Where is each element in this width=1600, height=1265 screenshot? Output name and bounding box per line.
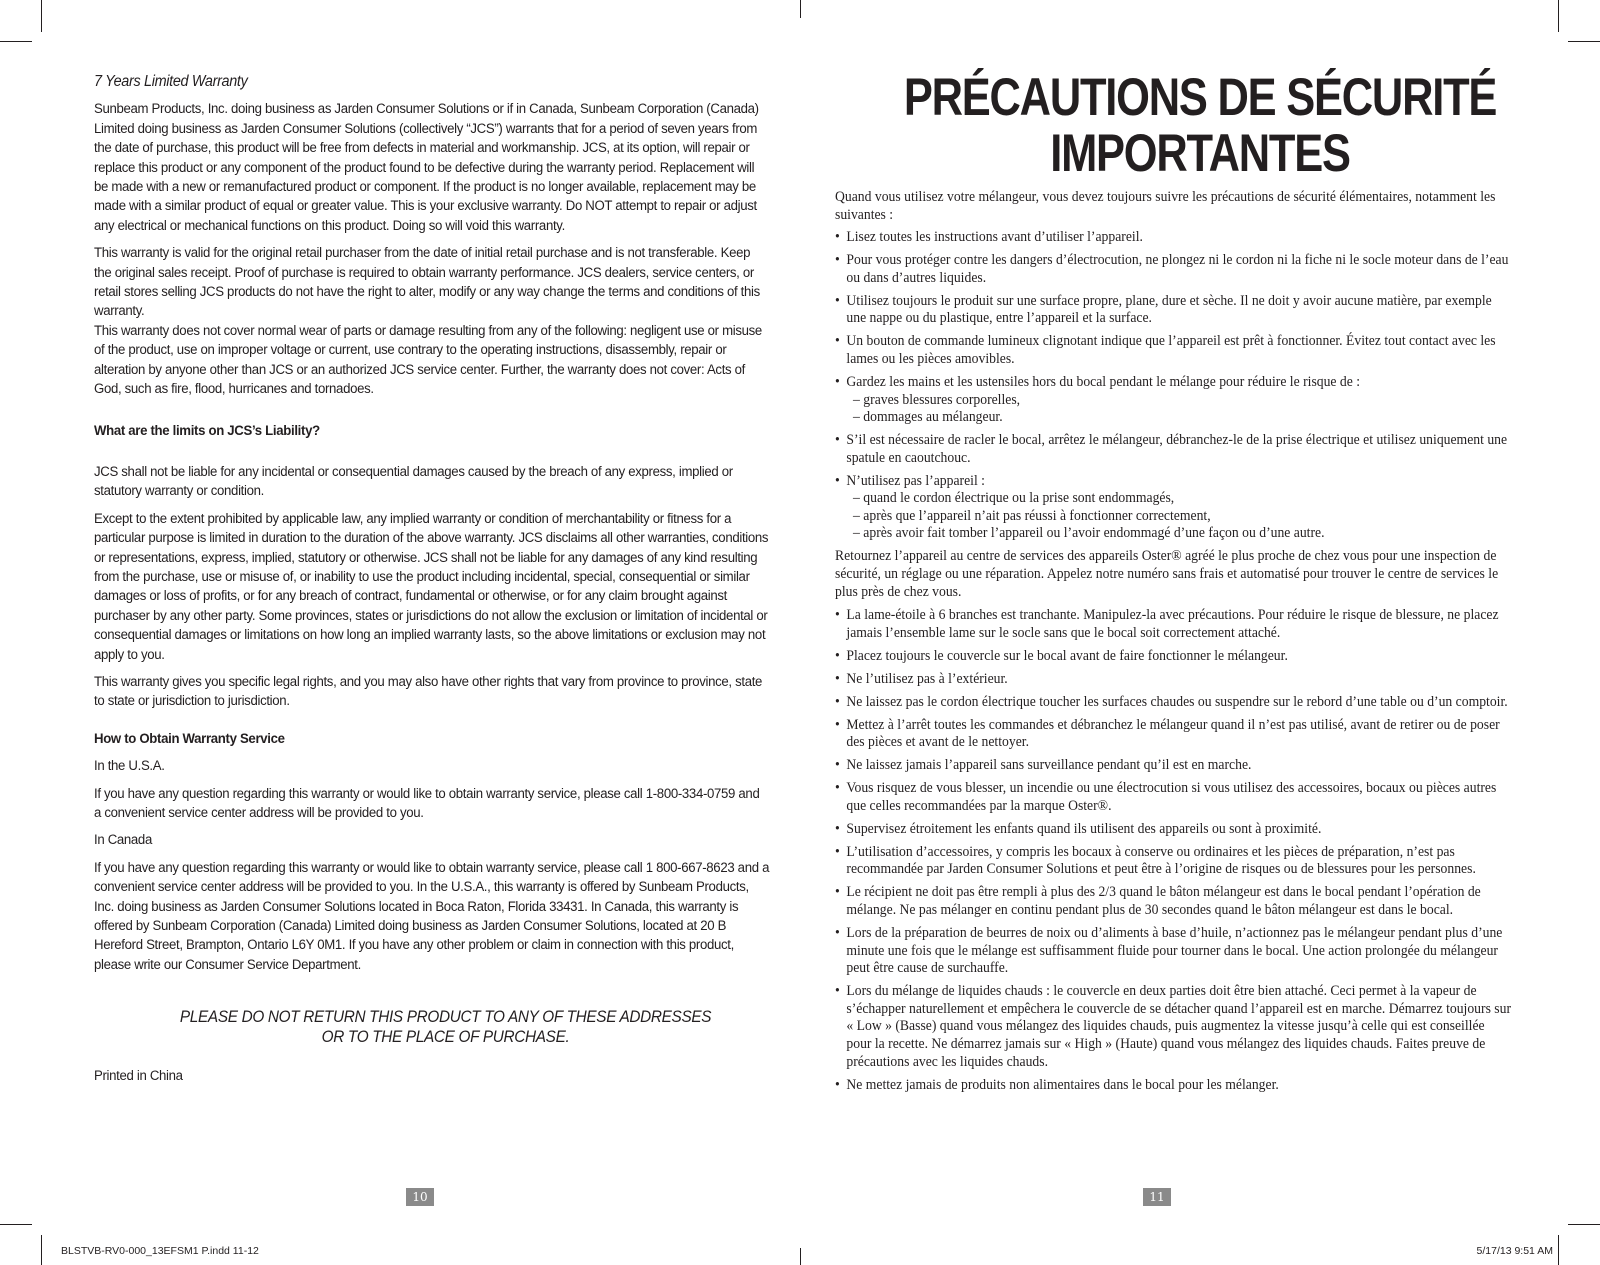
safety-item-hands [835, 374, 1511, 427]
canada-service-text: If you have any question regarding this warranty or would like to obtain warranty service, please call 1 800-667-8623 and a convenient service center address will be provided to you. In the U.S.A., this warranty is offered by Sunbeam Products, Inc. doing business as Jarden Consumer Solutions located in Boca Raton, Florida 33431. In Canada, this warranty is offered by Sunbeam Corporation (Canada) Limited doing business as Jarden Consumer Solutions, located at 20 B Hereford Street, Brampton, Ontario L6Y 0M1. If you have any other problem or claim in connection with this product, please write our Consumer Service Department. [94, 859, 770, 973]
return-notice [94, 1007, 769, 1047]
safety-item: • S’il est nécessaire de racler le bocal, arrêtez le mélangeur, débranchez-le de la prise électrique et utilisez uniquement une spatule en caoutchouc. [835, 432, 1511, 467]
safety-item-text: N’utilisez pas l’appareil : [846, 472, 985, 489]
safety-subitem: – après que l’appareil n’ait pas réussi à fonctionner correctement, [853, 507, 1211, 524]
safety-item: • Lors du mélange de liquides chauds : le couvercle en deux parties doit être bien attaché. Ceci permet à la vapeur de s’échapper naturellement et empêchera le couvercle de se détacher quand l’appareil est en marche. Démarrez toujours sur « Low » (Basse) quand vous mélangez des liquides chauds, puis augmentez la vitesse jusqu’à celle qui est conseillée pour la recette. Ne démarrez jamais sur « High » (Haute) quand vous mélangez des liquides chauds. Faites preuve de précautions avec les liquides chauds. [835, 983, 1511, 1071]
implied-warranty-paragraph: Except to the extent prohibited by applicable law, any implied warranty or condition of merchantability or fitness for a particular purpose is limited in duration to the duration of the above warranty. JCS disclaims all other warranties, conditions or representations, express, implied, statutory or otherwise. JCS shall not be liable for any damages of any kind resulting from the purchase, use or misuse of, or inability to use the product including incidental, special, consequential or similar damages or loss of profits, or for any breach of contract, fundamental or otherwise, or for any claim brought against purchaser by any other party. Some provinces, states or jurisdictions do not allow the exclusion or limitation of incidental or consequential damages or limitations on how long an implied warranty lasts, so the above limitations or exclusion may not apply to you. [94, 510, 769, 663]
legal-rights-paragraph: This warranty gives you specific legal rights, and you may also have other rights that vary from province to province, state to state or jurisdiction to jurisdiction. [94, 673, 763, 710]
return-notice-line-1: PLEASE DO NOT RETURN THIS PRODUCT TO ANY OF THESE ADDRESSES [179, 1008, 712, 1027]
safety-item: • Ne l’utilisez pas à l’extérieur. [835, 671, 1511, 689]
safety-subitem: – quand le cordon électrique ou la prise sont endommagés, [853, 490, 1175, 507]
safety-item: • L’utilisation d’accessoires, y compris les bocaux à conserve ou ordinaires et les pièces de préparation, n’est pas recommandée par Jarden Consumer Solutions et peut être à l’origine de risques ou de blessures pour les personnes. [835, 844, 1511, 879]
return-service-paragraph: Retournez l’appareil au centre de services des appareils Oster® agréé le plus proche de chez vous pour une inspection de sécurité, un réglage ou une réparation. Appelez notre numéro sans frais et automatisé pour trouver le centre de services le plus près de chez vous. [835, 548, 1499, 600]
safety-list-1 [835, 229, 1511, 543]
safety-item: • Lisez toutes les instructions avant d’utiliser l’appareil. [835, 229, 1511, 247]
warranty-title: 7 Years Limited Warranty [94, 73, 248, 90]
footer-date-slug: 5/17/13 9:51 AM [1476, 1245, 1553, 1257]
safety-item: • La lame-étoile à 6 branches est tranchante. Manipulez-la avec précautions. Pour réduire le risque de blessure, ne placez jamais l’ensemble lame sur le socle sans que le bocal soit correctement attaché. [835, 607, 1511, 642]
safety-item: • Un bouton de commande lumineux clignotant indique que l’appareil est prêt à fonctionner. Évitez tout contact avec les lames ou les pièces amovibles. [835, 333, 1511, 368]
safety-item-text: Gardez les mains et les ustensiles hors du bocal pendant le mélange pour réduire le risque de : [846, 373, 1361, 390]
right-page-safety [800, 0, 1600, 1265]
safety-title [888, 70, 1511, 182]
safety-item: • Le récipient ne doit pas être rempli à plus des 2/3 quand le bâton mélangeur est dans le bocal pendant l’opération de mélange. Ne pas mélanger en continu pendant plus de 30 secondes quand le bâton mélangeur est dans le bocal. [835, 884, 1511, 919]
safety-title-line-2: IMPORTANTES [1050, 124, 1350, 183]
page-number-right: 11 [1143, 1188, 1171, 1206]
safety-subitem: – après avoir fait tomber l’appareil ou l’avoir endommagé d’une façon ou d’une autre. [853, 525, 1325, 542]
safety-subitem: – dommages au mélangeur. [853, 409, 1003, 426]
safety-list-2 [835, 607, 1511, 1094]
safety-item: • Mettez à l’arrêt toutes les commandes et débranchez le mélangeur quand il n’est pas utilisé, avant de retirer ou de poser des pièces et avant de le nettoyer. [835, 717, 1511, 752]
footer-file-slug: BLSTVB-RV0-000_13EFSM1 P.indd 11-12 [61, 1245, 259, 1257]
safety-item: • Pour vous protéger contre les dangers d’électrocution, ne plongez ni le cordon ni la fiche ni le socle moteur dans de l’eau ou dans d’autres liquides. [835, 252, 1511, 287]
warranty-paragraph-intro: Sunbeam Products, Inc. doing business as Jarden Consumer Solutions or if in Canada, Sunbeam Corporation (Canada) Limited doing business as Jarden Consumer Solutions (collectively “JCS”) warrants that for a period of seven years from the date of purchase, this product will be free from defects in material and workmanship. JCS, at its option, will repair or replace this product or any component of the product found to be defective during the warranty period. Replacement will be made with a new or remanufactured product or component. If the product is no longer available, replacement may be made with a similar product of equal or greater value. This is your exclusive warranty. Do NOT attempt to repair or adjust any electrical or mechanical functions on this product. Doing so will void this warranty. [94, 101, 759, 234]
safety-item: • Ne mettez jamais de produits non alimentaires dans le bocal pour les mélanger. [835, 1077, 1511, 1095]
return-notice-line-2: OR TO THE PLACE OF PURCHASE. [321, 1028, 570, 1047]
usa-service-text: If you have any question regarding this warranty or would like to obtain warranty service, please call 1-800-334-0759 and a convenient service center address will be provided to you. [94, 785, 760, 821]
liability-paragraph: JCS shall not be liable for any incidental or consequential damages caused by the breach of any express, implied or statutory warranty or condition. [94, 463, 733, 500]
safety-item-do-not-use [835, 473, 1511, 543]
safety-item: • Placez toujours le couvercle sur le bocal avant de faire fonctionner le mélangeur. [835, 648, 1511, 666]
heading-liability-limits: What are the limits on JCS’s Liability? [94, 422, 320, 439]
warranty-column [94, 72, 769, 1095]
safety-title-line-1: PRÉCAUTIONS DE SÉCURITÉ [903, 68, 1497, 127]
safety-item: • Supervisez étroitement les enfants quand ils utilisent des appareils ou sont à proximité. [835, 821, 1511, 839]
safety-item: • Ne laissez pas le cordon électrique toucher les surfaces chaudes ou suspendre sur le rebord d’une table ou d’un comptoir. [835, 694, 1511, 712]
safety-intro: Quand vous utilisez votre mélangeur, vous devez toujours suivre les précautions de sécurité élémentaires, notamment les suivantes : [835, 189, 1496, 223]
printed-in: Printed in China [94, 1068, 183, 1085]
safety-subitem: – graves blessures corporelles, [853, 391, 1021, 408]
canada-label: In Canada [94, 832, 152, 849]
usa-label: In the U.S.A. [94, 758, 165, 775]
heading-warranty-service: How to Obtain Warranty Service [94, 730, 285, 747]
warranty-paragraph-not-cover: This warranty does not cover normal wear of parts or damage resulting from any of the following: negligent use or misuse of the product, use on improper voltage or current, use contrary to the operating instructions, disassembly, repair or alteration by anyone other than JCS or an authorized JCS service center. Further, the warranty does not cover: Acts of God, such as fire, flood, hurricanes and tornadoes. [94, 322, 762, 398]
safety-column [835, 189, 1511, 1100]
safety-item: • Ne laissez jamais l’appareil sans surveillance pendant qu’il est en marche. [835, 757, 1511, 775]
safety-item: • Vous risquez de vous blesser, un incendie ou une électrocution si vous utilisez des accessoires, bocaux ou pièces autres que celles recommandées par la marque Oster®. [835, 780, 1511, 815]
safety-item: • Lors de la préparation de beurres de noix ou d’aliments à base d’huile, n’actionnez pas le mélangeur pendant plus d’une minute une fois que le mélange est suffisamment fluide pour tourner dans le bocal. Une action prolongée du mélangeur peut être cause de surchauffe. [835, 925, 1511, 978]
warranty-paragraph-valid: This warranty is valid for the original retail purchaser from the date of initial retail purchase and is not transferable. Keep the original sales receipt. Proof of purchase is required to obtain warranty performance. JCS dealers, service centers, or retail stores selling JCS products do not have the right to alter, modify or any way change the terms and conditions of this warranty. [94, 245, 760, 320]
safety-item: • Utilisez toujours le produit sur une surface propre, plane, dure et sèche. Il ne doit y avoir aucune matière, par exemple une nappe ou du plastique, entre l’appareil et la surface. [835, 293, 1511, 328]
page-number-left: 10 [406, 1188, 434, 1206]
